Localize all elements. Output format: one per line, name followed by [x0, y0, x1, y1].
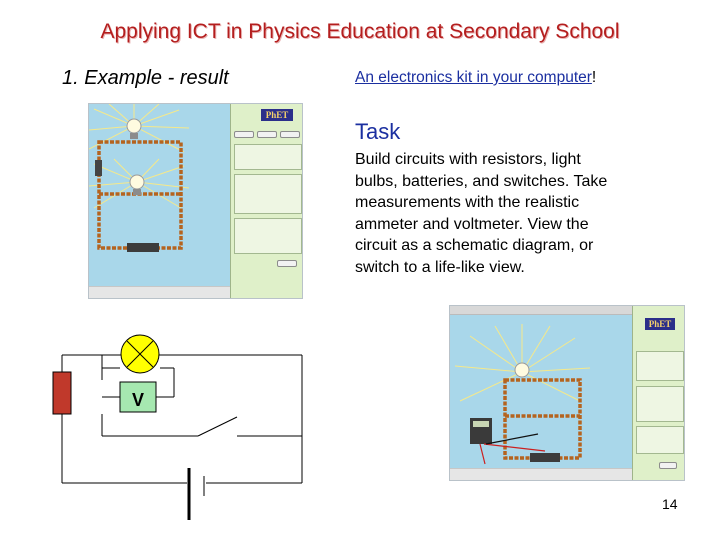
view-options-box	[234, 144, 302, 170]
panel-button[interactable]	[234, 131, 254, 138]
bulb-2-base	[133, 189, 141, 195]
slide-title: Applying ICT in Physics Education at Secondary School	[100, 20, 620, 43]
battery	[95, 160, 102, 176]
page-number: 14	[662, 496, 678, 512]
circuit-view-1	[89, 104, 230, 288]
panel-button[interactable]	[280, 131, 300, 138]
schematic-wires	[62, 355, 302, 483]
battery-pack	[127, 243, 159, 252]
probe-lead-black	[486, 434, 538, 444]
phet-logo: PhET	[261, 109, 293, 121]
voltmeter-display	[473, 421, 489, 427]
tools-box	[636, 386, 684, 422]
switch-lever	[198, 417, 237, 436]
simulation-screenshot-1	[88, 103, 303, 299]
bulb-2	[130, 175, 144, 189]
task-description: Build circuits with resistors, light bulbs, batteries, and switches. Take measurements with the realistic ammeter and voltmeter. View the circuit as a schematic diagram, or switch to a life-like view.	[355, 151, 608, 276]
panel-button[interactable]	[277, 260, 297, 267]
circuit-view-2	[450, 306, 632, 481]
schematic-diagram	[40, 330, 340, 525]
voltmeter-label: V	[131, 390, 145, 410]
link-suffix: !	[591, 69, 597, 86]
bulb-1-base	[130, 133, 138, 139]
task-heading: Task	[355, 119, 401, 144]
control-panel	[230, 104, 303, 299]
electronics-kit-link[interactable]: An electronics kit in your computer	[355, 69, 592, 86]
resistor-symbol	[53, 372, 71, 414]
panel-button[interactable]	[257, 131, 277, 138]
panel-button[interactable]	[659, 462, 677, 469]
slide-subtitle: 1. Example - result	[62, 67, 229, 89]
simulation-screenshot-2	[449, 305, 685, 481]
bulb	[515, 363, 529, 377]
battery-pack	[530, 453, 560, 462]
view-options-box	[636, 351, 684, 381]
bulb-1	[127, 119, 141, 133]
link-paragraph	[355, 67, 615, 88]
size-box	[636, 426, 684, 454]
bulb-glow-rays	[455, 324, 590, 401]
control-panel	[632, 306, 685, 481]
phet-logo: PhET	[645, 318, 675, 330]
wires	[505, 380, 580, 458]
size-box	[234, 218, 302, 254]
tools-box	[234, 174, 302, 214]
